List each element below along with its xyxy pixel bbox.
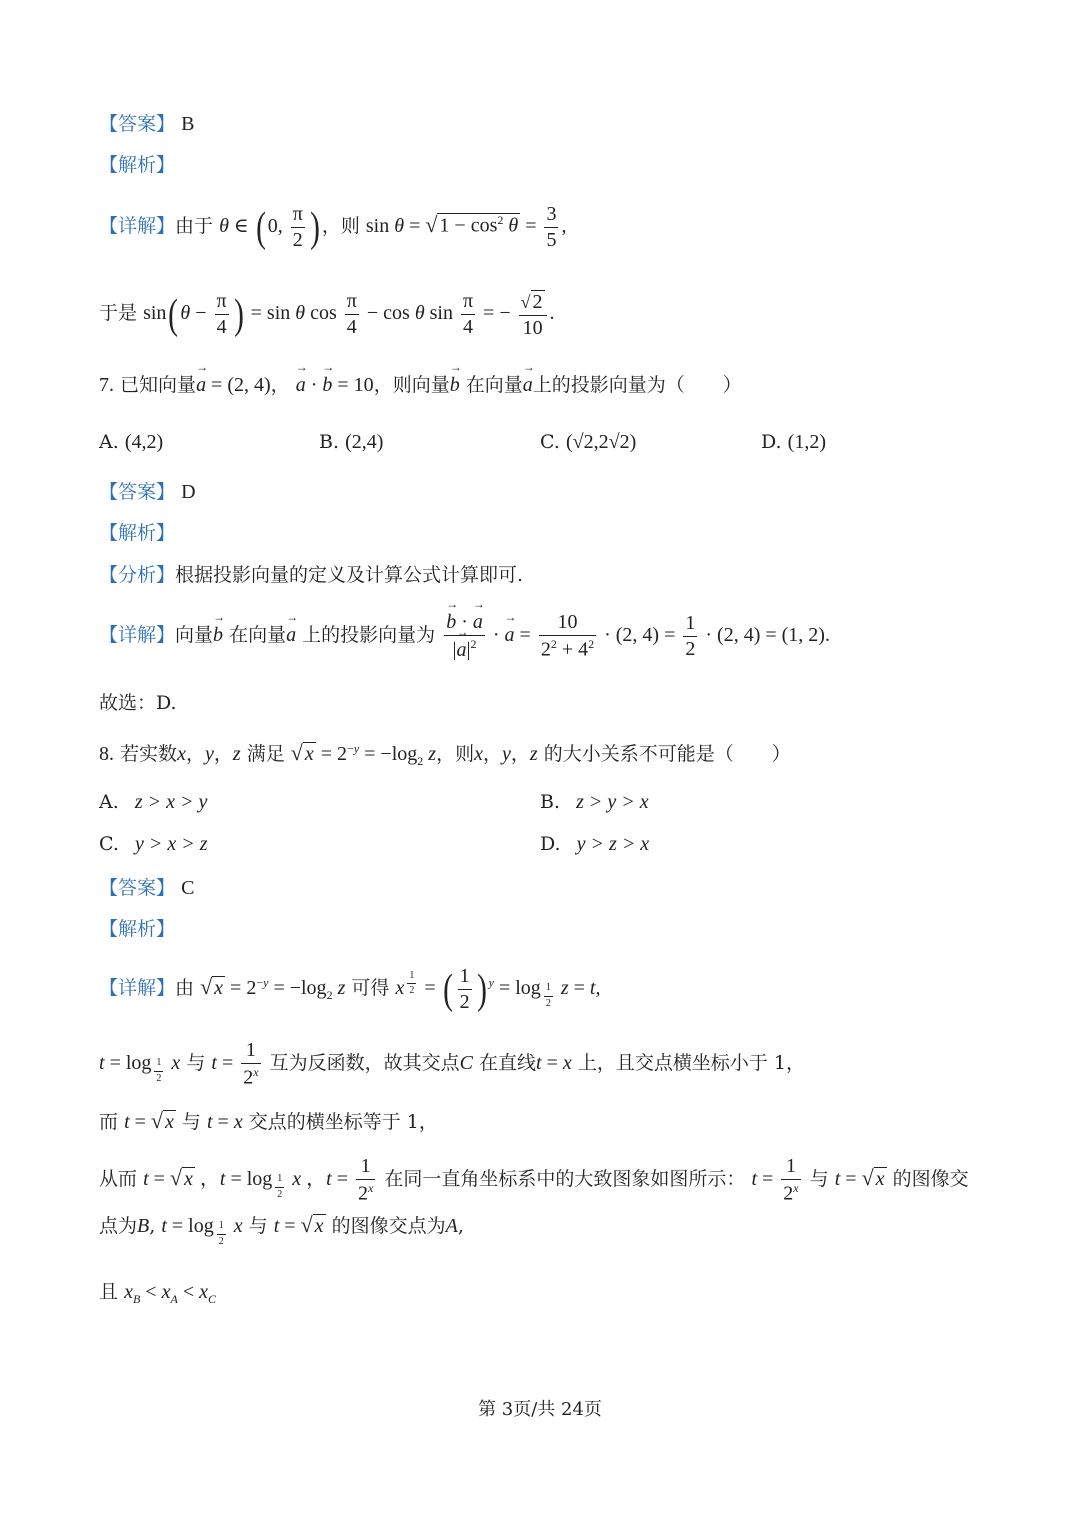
stem-text: 的大小关系不可能是（ ）	[543, 743, 791, 765]
q6-detail-line1	[99, 204, 566, 251]
detail-text: 而	[99, 1111, 119, 1133]
detail-text: 上的投影向量为	[302, 623, 436, 646]
vector-b: → b	[213, 625, 223, 645]
option-label: D.	[761, 431, 782, 453]
option-label: A.	[99, 791, 119, 813]
q7-option-b	[319, 432, 383, 452]
point-a: A	[445, 1215, 458, 1237]
vector-b: → b	[450, 375, 460, 395]
detail-tag: 【详解】	[99, 215, 176, 238]
question-number: 7.	[99, 374, 114, 396]
option-value: (2,4)	[345, 431, 384, 453]
q7-option-c	[540, 432, 636, 452]
q8-detail-line3	[99, 1110, 438, 1133]
detail-text: 可得	[351, 977, 390, 1000]
formula-t-log: t = log $_{\frac{1}{2}}$ x	[99, 1051, 181, 1084]
formula-t-sqrt: t = √ x	[273, 1212, 324, 1237]
option-value: (4,2)	[124, 431, 164, 453]
stem-text: 在向量	[465, 374, 523, 396]
detail-text: 由于	[175, 215, 214, 238]
stem-text: ，	[270, 374, 290, 396]
fenxi-text: 根据投影向量的定义及计算公式计算即可.	[175, 564, 524, 586]
formula-three-curves: t = √ x ，t = log $_{\frac{1}{2}}$ x ，t = $\frac{1}{2^x}$	[143, 1155, 374, 1205]
q7-option-a	[99, 432, 163, 452]
option-label: C.	[99, 833, 119, 855]
option-label: B.	[540, 791, 561, 813]
q8-analysis-heading	[99, 920, 175, 939]
vector-a: → a	[523, 375, 533, 395]
option-label: A.	[99, 431, 119, 453]
detail-text: 点为	[99, 1215, 138, 1237]
formula-t-log: t = log $_{\frac{1}{2}}$ x	[161, 1215, 243, 1247]
stem-text: 已知向量	[120, 374, 197, 396]
detail-text: 于是	[99, 302, 138, 325]
q6-answer	[99, 114, 194, 134]
detail-text: 与	[186, 1051, 206, 1074]
option-value: (1,2)	[787, 431, 826, 453]
q8-option-b	[540, 792, 649, 812]
stem-text: 满足	[246, 743, 285, 765]
formula-condition: √ $x = 2^{-y} = -\log_2$ z	[290, 740, 437, 768]
formula-order: $x_B < x_A < x_C$	[124, 1281, 216, 1306]
formula-transform: x $^{\frac{1}{2}}$ = ( $\frac{1}{2}$ ) $^y$ = log $_{\frac{1}{2}}$ z = t,	[395, 965, 601, 1013]
option-value: y > z > x	[576, 833, 650, 855]
detail-text: 由	[175, 977, 195, 1000]
answer-value: B	[181, 113, 195, 135]
formula-vector-a: → a = (2, 4)	[196, 374, 271, 396]
formula-dot-product: → a · → b = 10	[296, 374, 374, 396]
stem-text: ，则	[436, 743, 475, 765]
analysis-tag: 【解析】	[99, 918, 176, 940]
formula-t-eq-x: t = x	[536, 1051, 572, 1074]
detail-text: 互为反函数，故其交点	[269, 1051, 460, 1074]
answer-value: D	[181, 481, 196, 503]
option-value: (√2,2√2)	[565, 431, 637, 453]
q8-detail-line5: 点为B, t = log $_{\frac{1}{2}}$ x 与 t = √ x 的图像交点为A,	[99, 1212, 464, 1247]
option-value: y > x > z	[134, 833, 208, 855]
formula-sin-theta: sin θ = √ $1 - \cos^2 \theta$ = $\frac{3}{5}$ ,	[365, 203, 567, 251]
q7-option-d	[761, 432, 826, 452]
q8-detail-line6	[99, 1282, 216, 1305]
formula-t-sqrt: t = √ x	[124, 1108, 174, 1133]
fenxi-tag: 【分析】	[99, 564, 176, 586]
q7-stem	[99, 375, 742, 395]
answer-value: C	[181, 877, 195, 899]
formula-condition: √ $x = 2^{-y} = -\log_2$ z	[200, 974, 346, 1003]
q7-detail	[99, 612, 830, 661]
detail-text: 在向量	[229, 623, 287, 646]
option-label: D.	[540, 833, 561, 855]
q8-detail-line4	[99, 1156, 969, 1205]
stem-text: 上的投影向量为（ ）	[532, 374, 742, 396]
detail-text: 上，且交点横坐标小于 1，	[577, 1051, 805, 1074]
option-label: B.	[319, 431, 340, 453]
q7-fenxi	[99, 566, 523, 585]
formula-t-eq-x: t = x	[206, 1111, 243, 1133]
option-value: z > y > x	[576, 791, 649, 813]
question-number: 8.	[99, 743, 114, 765]
detail-text: 向量	[175, 623, 214, 646]
q8-option-c	[99, 834, 207, 854]
formula-t-sqrt: t = √ x	[834, 1164, 885, 1190]
detail-text: 且	[99, 1281, 119, 1303]
answer-tag: 【答案】	[99, 481, 176, 503]
vector-a: → a	[286, 625, 296, 645]
q8-detail-line2	[99, 1040, 805, 1089]
detail-text: 在同一直角坐标系中的大致图象如图所示：	[384, 1167, 746, 1190]
detail-mid: ，则	[321, 215, 360, 238]
variables-xyz: x	[177, 743, 186, 765]
page-footer: 第 3页/共 24页	[478, 1399, 602, 1420]
formula-theta-range: θ ∈ ( 0, $\frac{\pi}{2}$ )	[219, 203, 320, 251]
detail-text: 与	[248, 1215, 268, 1237]
q8-detail-line1	[99, 966, 600, 1013]
answer-tag: 【答案】	[99, 113, 176, 135]
option-label: C.	[540, 431, 560, 453]
detail-text: 交点的横坐标等于 1，	[248, 1111, 438, 1133]
q6-analysis-heading	[99, 156, 175, 175]
q7-answer	[99, 482, 196, 502]
variables-xyz: x	[474, 743, 483, 765]
conclusion-text: 故选：D.	[99, 692, 177, 714]
q7-analysis-heading	[99, 524, 175, 543]
formula-t-exp: t = $\frac{1}{2^x}$	[211, 1039, 259, 1089]
stem-text: 若实数	[120, 743, 178, 765]
formula-sin-difference: sin( θ − $\frac{\pi}{4}$ ) = sin θ cos $\frac{\pi}{4}$ − cos θ sin $\frac{\pi}{4}$ = − $\frac{√ 2}{10}$ .	[143, 290, 555, 339]
detail-tag: 【详解】	[99, 977, 176, 1000]
answer-tag: 【答案】	[99, 877, 176, 899]
point-b: B	[137, 1215, 150, 1237]
q7-conclusion	[99, 694, 177, 713]
point-c: C	[459, 1051, 473, 1074]
q8-stem: 8. 若实数x，y，z 满足 √ $x = 2^{-y} = -\log_2$ z，则x，y，z 的大小关系不可能是（ ）	[99, 740, 791, 768]
formula-t-exp: t = $\frac{1}{2^x}$	[751, 1155, 799, 1205]
formula-projection: → $\frac{b \cdot \to a}{|\to a|^2}$ · → a = $\frac{10}{2^2 + 4^2}$ · (2, 4) = $\frac{1}{2}$ · (2, 4) = (1, 2).	[441, 624, 830, 646]
detail-text: 与	[809, 1167, 829, 1190]
detail-text: 从而	[99, 1167, 138, 1190]
detail-text: 的图像交点为	[331, 1215, 446, 1237]
detail-text: 的图像交	[892, 1167, 969, 1190]
q8-option-d	[540, 834, 649, 854]
detail-tag: 【详解】	[99, 623, 176, 646]
q6-detail-line2	[99, 290, 555, 339]
option-value: z > x > y	[134, 791, 208, 813]
analysis-tag: 【解析】	[99, 154, 176, 176]
q8-answer	[99, 878, 194, 898]
analysis-tag: 【解析】	[99, 522, 176, 544]
detail-text: 与	[181, 1111, 201, 1133]
detail-text: 在直线	[479, 1051, 537, 1074]
stem-text: ，则向量	[373, 374, 450, 396]
q8-option-a	[99, 792, 207, 812]
